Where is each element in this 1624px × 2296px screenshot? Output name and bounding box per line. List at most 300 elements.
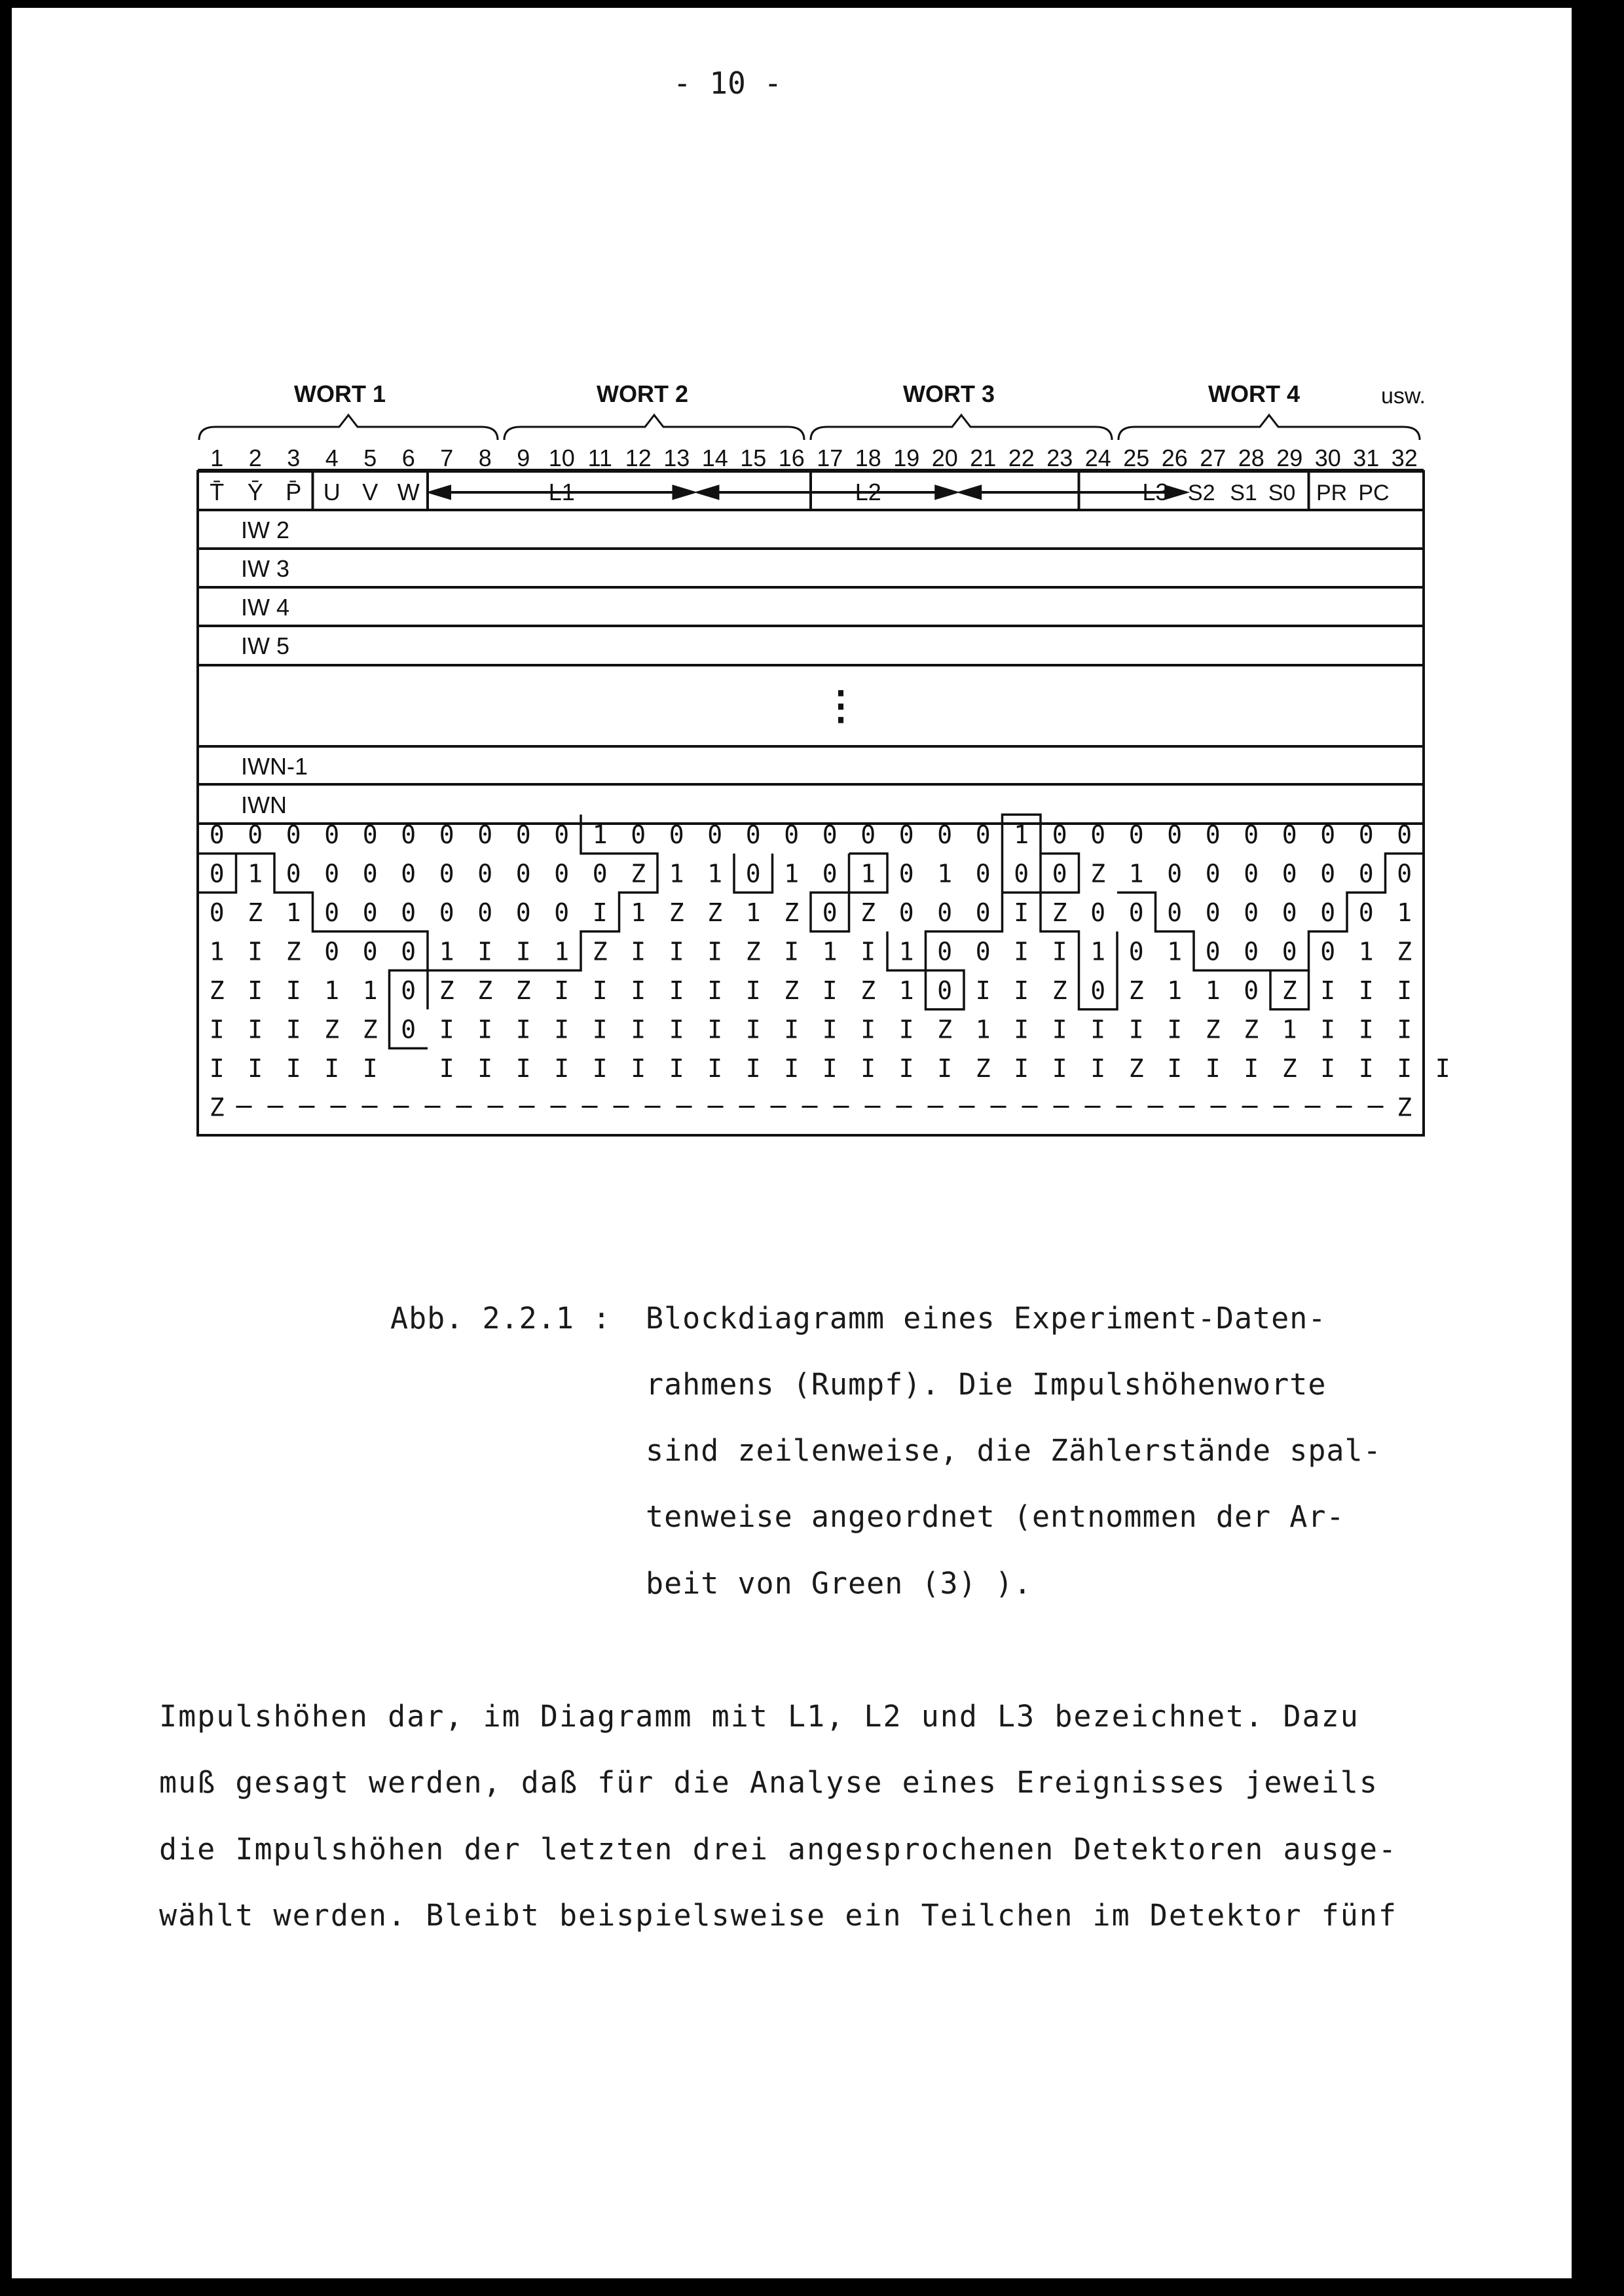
counter-digit: I (248, 1054, 263, 1083)
arrow-head (1166, 486, 1185, 498)
bit-number: 8 (478, 445, 492, 471)
row-label: IWN-1 (241, 753, 308, 780)
bit-number: 23 (1046, 445, 1073, 471)
counter-digit: I (439, 1054, 454, 1083)
counter-digit: I (1320, 1015, 1336, 1044)
counter-digit: 0 (937, 820, 953, 849)
counter-digit: I (592, 1054, 608, 1083)
header-field: U (323, 479, 341, 505)
counter-digit: 0 (822, 859, 838, 888)
counter-digit: I (1358, 976, 1374, 1005)
counter-digit: Z (1090, 859, 1106, 888)
counter-digit: I (1358, 1015, 1374, 1044)
counter-digit: 1 (1128, 859, 1144, 888)
counter-digit: 0 (1128, 820, 1144, 849)
counter-digit: 0 (1320, 937, 1336, 966)
counter-digit: 0 (822, 820, 838, 849)
counter-digit: 0 (898, 898, 914, 927)
counter-digit: I (1397, 1054, 1412, 1083)
counter-digit: 0 (209, 820, 225, 849)
counter-digit: I (1014, 1054, 1029, 1083)
counter-digit: I (1014, 976, 1029, 1005)
arrow-head (961, 486, 980, 498)
word-brace (199, 415, 498, 440)
counter-digit: 0 (1205, 937, 1221, 966)
caption-line: tenweise angeordnet (entnommen der Ar- (646, 1499, 1345, 1534)
bit-number: 1 (210, 445, 224, 471)
counter-digit: 0 (1128, 898, 1144, 927)
counter-digit: Z (707, 898, 723, 927)
counter-digit: I (707, 1054, 723, 1083)
counter-digit: 1 (898, 937, 914, 966)
counter-digit: 0 (477, 898, 493, 927)
counter-digit: 0 (209, 859, 225, 888)
counter-digit: I (1167, 1015, 1183, 1044)
counter-digit: 1 (1358, 937, 1374, 966)
counter-digit: I (1090, 1054, 1106, 1083)
header-field: S2 (1187, 481, 1215, 505)
header-field: S1 (1230, 481, 1257, 505)
counter-digit: 0 (401, 820, 416, 849)
arrow-head (430, 486, 450, 498)
bit-number: 18 (855, 445, 881, 471)
counter-digit: 1 (439, 937, 454, 966)
counter-digit: I (248, 937, 263, 966)
counter-digit: 0 (439, 859, 454, 888)
counter-digit: I (745, 1054, 761, 1083)
header-field: PC (1358, 481, 1390, 505)
counter-digit: 0 (784, 820, 800, 849)
counter-digit: I (784, 1015, 800, 1044)
counter-digit: 0 (1052, 820, 1067, 849)
bit-number: 2 (248, 445, 262, 471)
counter-digit: Z (784, 898, 800, 927)
counter-digit: 1 (1397, 898, 1412, 927)
counter-digit: 1 (1014, 820, 1029, 849)
counter-digit: 0 (937, 976, 953, 1005)
counter-digit: Z (324, 1015, 340, 1044)
counter-digit: I (860, 937, 876, 966)
counter-digit: 0 (669, 820, 684, 849)
word-brace (1118, 415, 1420, 440)
bit-number: 17 (817, 445, 843, 471)
counter-digit: 0 (1244, 859, 1259, 888)
counter-digit: 0 (1282, 859, 1297, 888)
bit-number: 28 (1238, 445, 1264, 471)
word-brace (504, 415, 804, 440)
counter-digit: 0 (707, 820, 723, 849)
counter-digit: I (898, 1054, 914, 1083)
counter-digit: 1 (631, 898, 646, 927)
counter-digit: Z (248, 898, 263, 927)
caption-line: Blockdiagramm eines Experiment-Daten- (646, 1301, 1327, 1336)
body-text-line: die Impulshöhen der letzten drei angesprochenen Detektoren ausge- (159, 1832, 1397, 1867)
counter-digit: 0 (401, 859, 416, 888)
counter-digit: 1 (1282, 1015, 1297, 1044)
counter-digit: 0 (401, 898, 416, 927)
counter-digit: 1 (822, 937, 838, 966)
counter-digit: 0 (324, 937, 340, 966)
word-label: WORT 3 (903, 380, 995, 407)
counter-digit: I (1014, 898, 1029, 927)
header-field: S0 (1268, 481, 1296, 505)
row-label: IWN (241, 792, 287, 818)
counter-digit: I (822, 976, 838, 1005)
counter-digit: I (1052, 937, 1067, 966)
counter-digit: I (975, 976, 991, 1005)
document-page (12, 8, 1572, 2278)
counter-digit: 1 (1167, 976, 1183, 1005)
counter-digit: 0 (554, 898, 570, 927)
counter-digit: 1 (248, 859, 263, 888)
counter-digit: I (209, 1015, 225, 1044)
caption-line: rahmens (Rumpf). Die Impulshöhenworte (646, 1367, 1327, 1402)
counter-digit: I (1320, 976, 1336, 1005)
counter-digit: 0 (1090, 898, 1106, 927)
counter-digit: 1 (937, 859, 953, 888)
counter-digit: Z (362, 1015, 378, 1044)
counter-digit: Z (209, 976, 225, 1005)
bit-number: 6 (401, 445, 415, 471)
counter-digit: Z (1282, 976, 1297, 1005)
counter-digit: 0 (1128, 937, 1144, 966)
counter-digit: I (631, 1054, 646, 1083)
counter-digit: 0 (554, 820, 570, 849)
counter-digit: 1 (286, 898, 301, 927)
counter-digit: I (707, 1015, 723, 1044)
frame-border (198, 471, 1424, 1135)
counter-digit: 0 (1052, 859, 1067, 888)
counter-digit: 0 (937, 937, 953, 966)
row-label: IW 4 (241, 594, 290, 621)
counter-digit: 0 (1358, 820, 1374, 849)
counter-digit: 0 (1358, 859, 1374, 888)
bit-number: 15 (740, 445, 767, 471)
counter-digit: Z (1205, 1015, 1221, 1044)
counter-digit: 1 (860, 859, 876, 888)
counter-digit: 0 (248, 820, 263, 849)
counter-boundary-line (1117, 854, 1424, 971)
counter-digit: 1 (1167, 937, 1183, 966)
counter-digit: I (362, 1054, 378, 1083)
bit-number: 19 (893, 445, 920, 471)
counter-boundary-line (428, 814, 657, 1010)
counter-digit: I (1320, 1054, 1336, 1083)
counter-digit: 0 (324, 859, 340, 888)
counter-digit: I (592, 976, 608, 1005)
header-field: PR (1316, 481, 1348, 505)
counter-digit: 0 (898, 859, 914, 888)
header-field: W (397, 479, 420, 505)
counter-digit: 0 (1090, 976, 1106, 1005)
counter-digit: 0 (324, 820, 340, 849)
counter-digit: 0 (1282, 937, 1297, 966)
counter-digit: I (669, 1015, 684, 1044)
counter-digit: 0 (209, 898, 225, 927)
counter-digit: I (1205, 1054, 1221, 1083)
bit-number: 3 (287, 445, 301, 471)
counter-digit: 1 (975, 1015, 991, 1044)
header-field: P̄ (286, 479, 302, 505)
counter-digit: 1 (209, 937, 225, 966)
counter-digit: I (554, 976, 570, 1005)
bit-number: 22 (1008, 445, 1035, 471)
word-label: WORT 2 (597, 380, 688, 407)
counter-digit: 0 (1397, 820, 1412, 849)
etc-label: usw. (1380, 384, 1426, 409)
bit-number: 14 (701, 445, 728, 471)
counter-digit: Z (1397, 937, 1412, 966)
counter-digit: I (439, 1015, 454, 1044)
counter-digit: Z (860, 898, 876, 927)
counter-digit: 1 (362, 976, 378, 1005)
counter-digit: 1 (324, 976, 340, 1005)
counter-digit: I (554, 1054, 570, 1083)
counter-digit: 0 (1320, 898, 1336, 927)
counter-digit: I (1052, 1054, 1067, 1083)
bit-number: 31 (1353, 445, 1380, 471)
counter-digit: Z (1244, 1015, 1259, 1044)
row-label: IW 5 (241, 632, 290, 659)
counter-digit: 0 (822, 898, 838, 927)
counter-digit: I (707, 976, 723, 1005)
counter-digit: 0 (477, 820, 493, 849)
counter-digit: Z (1052, 976, 1067, 1005)
counter-digit: 1 (745, 898, 761, 927)
bit-number: 5 (363, 445, 377, 471)
bit-number: 25 (1123, 445, 1150, 471)
counter-digit: 0 (1205, 820, 1221, 849)
counter-digit: I (1014, 1015, 1029, 1044)
counter-digit: 0 (439, 820, 454, 849)
counter-digit: I (286, 1054, 301, 1083)
counter-digit: Z (975, 1054, 991, 1083)
counter-digit: Z (439, 976, 454, 1005)
counter-digit: I (1244, 1054, 1259, 1083)
counter-digit: 0 (745, 859, 761, 888)
counter-digit: I (860, 1015, 876, 1044)
counter-digit: I (669, 937, 684, 966)
counter-digit: I (248, 1015, 263, 1044)
counter-digit: 0 (362, 859, 378, 888)
counter-digit: I (745, 976, 761, 1005)
counter-digit: I (784, 937, 800, 966)
counter-digit: Z (860, 976, 876, 1005)
counter-digit: 0 (975, 898, 991, 927)
counter-digit: 0 (1320, 820, 1336, 849)
counter-digit: I (286, 1015, 301, 1044)
counter-digit: 0 (1358, 898, 1374, 927)
counter-digit: I (592, 898, 608, 927)
header-field: L2 (855, 479, 881, 505)
counter-digit: 0 (975, 937, 991, 966)
counter-digit: I (515, 1015, 531, 1044)
counter-digit: Z (286, 937, 301, 966)
counter-digit: 0 (975, 859, 991, 888)
counter-digit: I (477, 1015, 493, 1044)
counter-digit: 0 (515, 898, 531, 927)
counter-digit: Z (1282, 1054, 1297, 1083)
counter-digit: 0 (631, 820, 646, 849)
counter-digit: 0 (937, 898, 953, 927)
counter-digit: I (1397, 976, 1412, 1005)
counter-digit: Z (1052, 898, 1067, 927)
page-number: - 10 - (673, 65, 783, 101)
header-field: V (362, 479, 378, 505)
counter-digit: 0 (860, 820, 876, 849)
counter-digit: 0 (401, 937, 416, 966)
counter-digit: 0 (1014, 859, 1029, 888)
counter-digit: Z (1397, 1093, 1412, 1122)
bit-number: 4 (325, 445, 339, 471)
counter-digit: I (669, 976, 684, 1005)
counter-digit: 0 (745, 820, 761, 849)
counter-digit: 0 (1244, 976, 1259, 1005)
counter-digit: Z (477, 976, 493, 1005)
counter-digit: I (631, 1015, 646, 1044)
counter-digit: Z (515, 976, 531, 1005)
counter-digit: Z (209, 1093, 225, 1122)
bit-number: 7 (440, 445, 454, 471)
counter-digit: I (1090, 1015, 1106, 1044)
bit-number: 27 (1200, 445, 1227, 471)
bit-number: 9 (517, 445, 530, 471)
body-text-line: muß gesagt werden, daß für die Analyse eines Ereignisses jeweils (159, 1765, 1378, 1800)
counter-digit: I (631, 976, 646, 1005)
counter-digit: Z (937, 1015, 953, 1044)
counter-digit: 1 (707, 859, 723, 888)
counter-digit: 0 (362, 937, 378, 966)
bit-number: 26 (1161, 445, 1188, 471)
counter-digit: 0 (286, 820, 301, 849)
counter-digit: I (286, 976, 301, 1005)
counter-digit: 0 (477, 859, 493, 888)
counter-digit: I (669, 1054, 684, 1083)
counter-digit: Z (592, 937, 608, 966)
bit-number: 30 (1314, 445, 1341, 471)
counter-digit: 0 (1244, 820, 1259, 849)
header-field: Ȳ (247, 479, 263, 505)
counter-digit: 0 (515, 820, 531, 849)
counter-digit: I (1358, 1054, 1374, 1083)
bit-number: 13 (663, 445, 690, 471)
counter-digit: 1 (554, 937, 570, 966)
word-label: WORT 4 (1208, 380, 1300, 407)
word-label: WORT 1 (294, 380, 386, 407)
caption-line: beit von Green (3) ). (646, 1566, 1032, 1601)
counter-digit: 0 (439, 898, 454, 927)
counter-digit: 0 (1282, 898, 1297, 927)
counter-digit: 0 (1244, 898, 1259, 927)
counter-digit: 1 (1205, 976, 1221, 1005)
counter-digit: 0 (1205, 859, 1221, 888)
counter-digit: 1 (1090, 937, 1106, 966)
bit-number: 20 (931, 445, 958, 471)
counter-digit: Z (1128, 1054, 1144, 1083)
arrow-head (699, 486, 718, 498)
counter-digit: I (784, 1054, 800, 1083)
bit-number: 10 (548, 445, 575, 471)
counter-digit: I (248, 976, 263, 1005)
counter-digit: I (1128, 1015, 1144, 1044)
bit-number: 32 (1391, 445, 1418, 471)
counter-digit: Z (745, 937, 761, 966)
counter-digit: I (515, 1054, 531, 1083)
counter-digit: I (822, 1054, 838, 1083)
counter-digit: 0 (1205, 898, 1221, 927)
row-label: IW 3 (241, 555, 290, 582)
counter-digit: 0 (1090, 820, 1106, 849)
counter-digit: 0 (1320, 859, 1336, 888)
block-diagram (12, 8, 1572, 1186)
counter-digit: 0 (1397, 859, 1412, 888)
counter-digit: 1 (592, 820, 608, 849)
counter-digit: 0 (362, 898, 378, 927)
counter-digit: I (898, 1015, 914, 1044)
counter-digit: 0 (975, 820, 991, 849)
counter-digit: I (1167, 1054, 1183, 1083)
counter-digit: I (631, 937, 646, 966)
caption-prefix: Abb. 2.2.1 : (390, 1301, 612, 1336)
counter-digit: I (209, 1054, 225, 1083)
counter-digit: I (1052, 1015, 1067, 1044)
counter-digit: I (1014, 937, 1029, 966)
counter-digit: I (592, 1015, 608, 1044)
body-text-line: Impulshöhen dar, im Diagramm mit L1, L2 und L3 bezeichnet. Dazu (159, 1699, 1359, 1734)
header-field: L3 (1142, 479, 1169, 505)
counter-digit: 0 (554, 859, 570, 888)
counter-digit: I (860, 1054, 876, 1083)
counter-digit: 1 (784, 859, 800, 888)
counter-digit: 0 (1244, 937, 1259, 966)
header-field: T̄ (210, 479, 225, 505)
bit-number: 21 (970, 445, 997, 471)
bit-number: 16 (778, 445, 805, 471)
bit-number: 29 (1276, 445, 1303, 471)
header-field: L1 (548, 479, 575, 505)
counter-digit: I (515, 937, 531, 966)
counter-digit: 0 (592, 859, 608, 888)
counter-digit: 0 (1167, 820, 1183, 849)
ellipsis: ⋮ (821, 683, 860, 727)
counter-digit: I (477, 1054, 493, 1083)
counter-digit: 1 (669, 859, 684, 888)
bit-number: 11 (587, 445, 612, 471)
counter-digit: 0 (1167, 898, 1183, 927)
counter-digit: I (745, 1015, 761, 1044)
counter-digit: Z (631, 859, 646, 888)
bit-number: 24 (1084, 445, 1111, 471)
counter-digit: 0 (401, 976, 416, 1005)
body-text-line: wählt werden. Bleibt beispielsweise ein Teilchen im Detektor fünf (159, 1898, 1397, 1933)
counter-digit: I (1397, 1015, 1412, 1044)
counter-digit: I (477, 937, 493, 966)
counter-digit: 1 (898, 976, 914, 1005)
arrow-head (674, 486, 693, 498)
counter-digit: 0 (1167, 859, 1183, 888)
counter-digit: I (1435, 1054, 1450, 1083)
counter-digit: Z (669, 898, 684, 927)
counter-digit: 0 (898, 820, 914, 849)
counter-digit: I (324, 1054, 340, 1083)
counter-digit: 0 (286, 859, 301, 888)
counter-digit: 0 (1282, 820, 1297, 849)
counter-digit: 0 (401, 1015, 416, 1044)
arrow-head (936, 486, 955, 498)
counter-digit: I (822, 1015, 838, 1044)
counter-digit: I (554, 1015, 570, 1044)
word-brace (811, 415, 1112, 440)
